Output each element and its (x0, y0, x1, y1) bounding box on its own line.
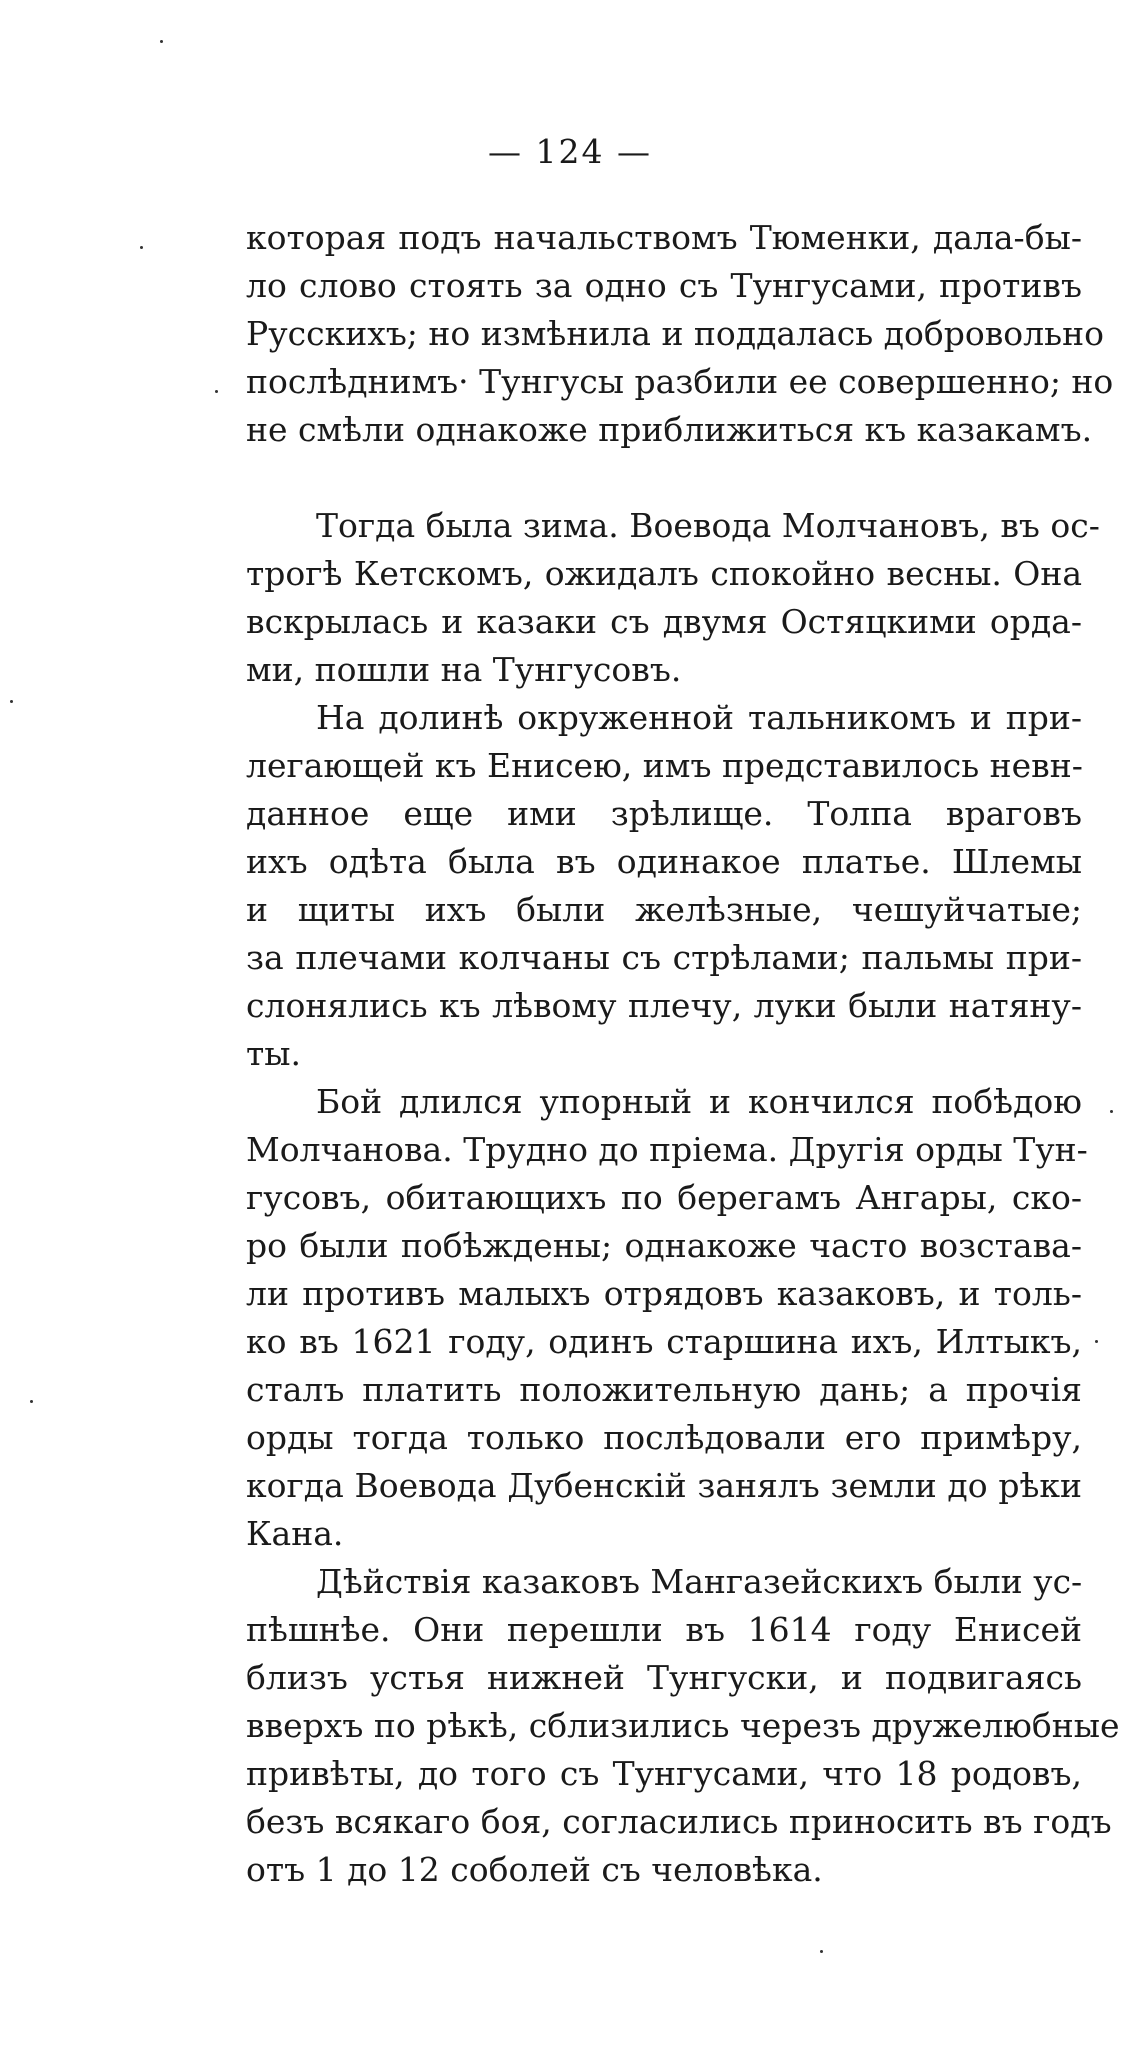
text-line: Тогда была зима. Воевода Молчановъ, въ ос- (316, 506, 1100, 545)
text-line: данное еще ими зрѣлище. Толпа враговъ (246, 794, 1082, 833)
text-line: Бой длился упорный и кончился побѣдою (316, 1082, 1082, 1121)
text-line: которая подъ начальствомъ Тюменки, дала-бы- (246, 218, 1082, 257)
scan-speck (160, 40, 163, 43)
text-line: не смѣли однакоже приближиться къ казакамъ. (246, 410, 1093, 449)
scan-speck (215, 390, 218, 393)
text-line: Русскихъ; но измѣнила и поддалась добровольно (246, 314, 1104, 353)
paragraph (246, 502, 1100, 694)
text-line: сталъ платить положительную дань; а прочія (246, 1370, 1082, 1409)
scan-speck (1110, 1110, 1113, 1113)
paragraph (246, 214, 1114, 454)
text-line: орды тогда только послѣдовали его примѣру, (246, 1418, 1082, 1457)
paragraph (246, 1558, 1120, 1894)
text-line: близъ устья нижней Тунгуски, и подвигаясь (246, 1658, 1082, 1697)
text-line: легающей къ Енисею, имъ представилось невн- (246, 746, 1083, 785)
text-line: Дѣйствія казаковъ Мангазейскихъ были ус- (316, 1562, 1083, 1601)
scan-speck (10, 700, 13, 703)
text-line: и щиты ихъ были желѣзные, чешуйчатые; (246, 890, 1082, 929)
text-line: ми, пошли на Тунгусовъ. (246, 650, 682, 689)
text-line: ты. (246, 1034, 302, 1073)
text-line: ло слово стоять за одно съ Тунгусами, противъ (246, 266, 1082, 305)
text-line: Кана. (246, 1514, 344, 1553)
text-line: ихъ одѣта была въ одинакое платье. Шлемы (246, 842, 1082, 881)
paragraph (246, 1078, 1088, 1558)
text-line: пѣшнѣе. Они перешли въ 1614 году Енисей (246, 1610, 1082, 1649)
text-line: ро были побѣждены; однакоже часто возстава- (246, 1226, 1082, 1265)
scan-speck (140, 246, 143, 249)
text-line: Молчанова. Трудно до пріема. Другія орды Тун- (246, 1130, 1088, 1169)
text-line: На долинѣ окруженной тальникомъ и при- (316, 698, 1082, 737)
text-line: ко въ 1621 году, одинъ старшина ихъ, Илтыкъ, (246, 1322, 1082, 1361)
scan-speck (30, 1400, 33, 1403)
text-line: послѣднимъ· Тунгусы разбили ее совершенно; но (246, 362, 1114, 401)
paragraph (246, 694, 1082, 1078)
text-line: вскрылась и казаки съ двумя Остяцкими орда- (246, 602, 1082, 641)
text-line: привѣты, до того съ Тунгусами, что 18 родовъ, (246, 1754, 1082, 1793)
text-line: за плечами колчаны съ стрѣлами; пальмы при- (246, 938, 1082, 977)
text-line: ли противъ малыхъ отрядовъ казаковъ, и толь- (246, 1274, 1082, 1313)
text-line: трогѣ Кетскомъ, ожидалъ спокойно весны. Она (246, 554, 1082, 593)
scan-speck (1095, 1340, 1098, 1343)
page-number: — 124 — (488, 132, 652, 171)
text-line: слонялись къ лѣвому плечу, луки были натяну- (246, 986, 1082, 1025)
text-line: когда Воевода Дубенскій занялъ земли до рѣки (246, 1466, 1082, 1505)
text-line: безъ всякаго боя, согласились приносить въ годъ (246, 1802, 1112, 1841)
text-line: отъ 1 до 12 соболей съ человѣка. (246, 1850, 823, 1889)
scan-speck (820, 1950, 823, 1953)
text-line: вверхъ по рѣкѣ, сблизились черезъ дружелюбные (246, 1706, 1120, 1745)
text-line: гусовъ, обитающихъ по берегамъ Ангары, ско- (246, 1178, 1082, 1217)
